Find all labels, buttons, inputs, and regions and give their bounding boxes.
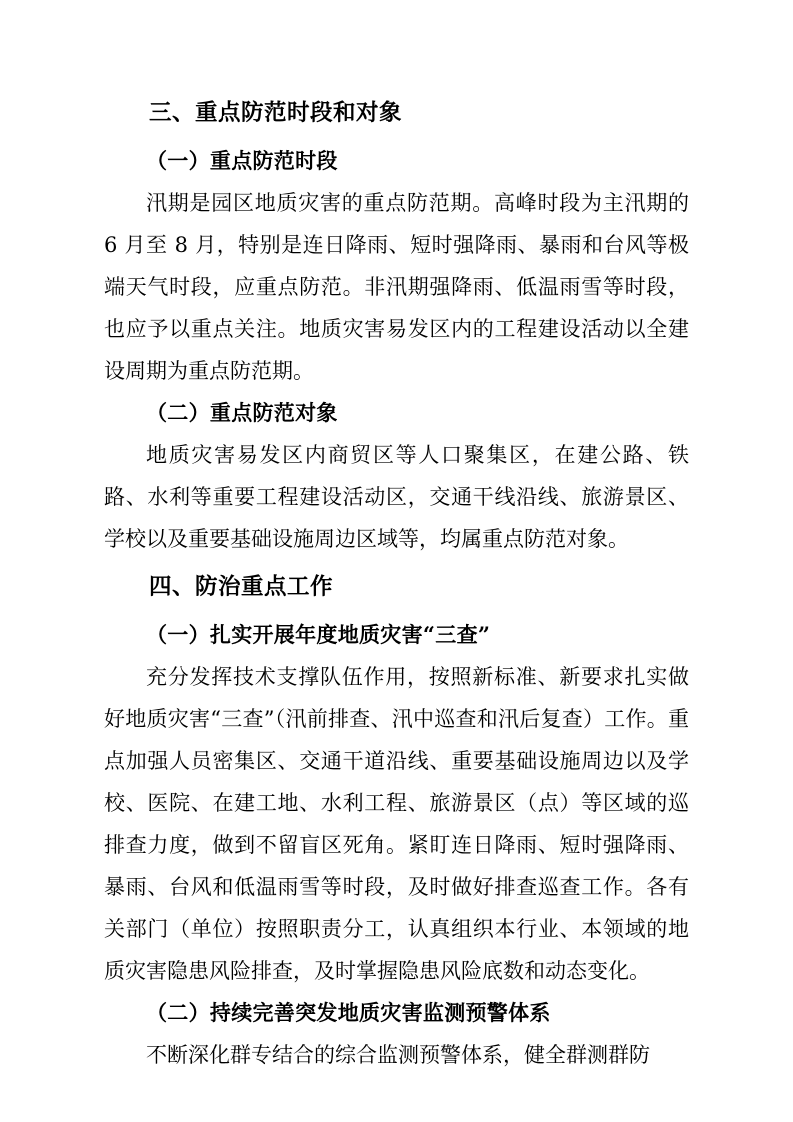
paragraph-3-1: 汛期是园区地质灾害的重点防范期。高峰时段为主汛期的 6 月至 8 月，特别是连日降雨、短时强降雨、暴雨和台风等极端天气时段，应重点防范。非汛期强降雨、低温雨雪等时段，也应予以重点关注。地质灾害易发区内的工程建设活动以全建设周期为重点防范期。 <box>104 191 689 383</box>
paragraph-4-1: 充分发挥技术支撑队伍作用，按照新标准、新要求扎实做好地质灾害“三查”（汛前排查、汛中巡查和汛后复查）工作。重点加强人员密集区、交通干道沿线、重要基础设施周边以及学校、医院、在建工地、水利工程、旅游景区（点）等区域的巡排查力度，做到不留盲区死角。紧盯连日降雨、短时强降雨、暴雨、台风和低温雨雪等时段，及时做好排查巡查工作。各有关部门（单位）按照职责分工，认真组织本行业、本领域的地质灾害隐患风险排查，及时掌握隐患风险底数和动态变化。 <box>104 665 689 983</box>
subsection-heading-4-1: （一）扎实开展年度地质灾害“三查” <box>146 622 491 647</box>
document-body <box>104 92 689 1076</box>
paragraph-4-2: 不断深化群专结合的综合监测预警体系，健全群测群防 <box>146 1043 650 1067</box>
subsection-heading-4-2: （二）持续完善突发地质灾害监测预警体系 <box>146 1000 551 1025</box>
paragraph-3-2: 地质灾害易发区内商贸区等人口聚集区，在建公路、铁路、水利等重要工程建设活动区，交通干线沿线、旅游景区、学校以及重要基础设施周边区域等，均属重点防范对象。 <box>104 443 689 551</box>
section-heading-three: 三、重点防范时段和对象 <box>149 100 403 126</box>
section-heading-four: 四、防治重点工作 <box>149 574 334 600</box>
subsection-heading-3-2: （二）重点防范对象 <box>146 400 338 425</box>
subsection-heading-3-1: （一）重点防范时段 <box>146 148 338 173</box>
